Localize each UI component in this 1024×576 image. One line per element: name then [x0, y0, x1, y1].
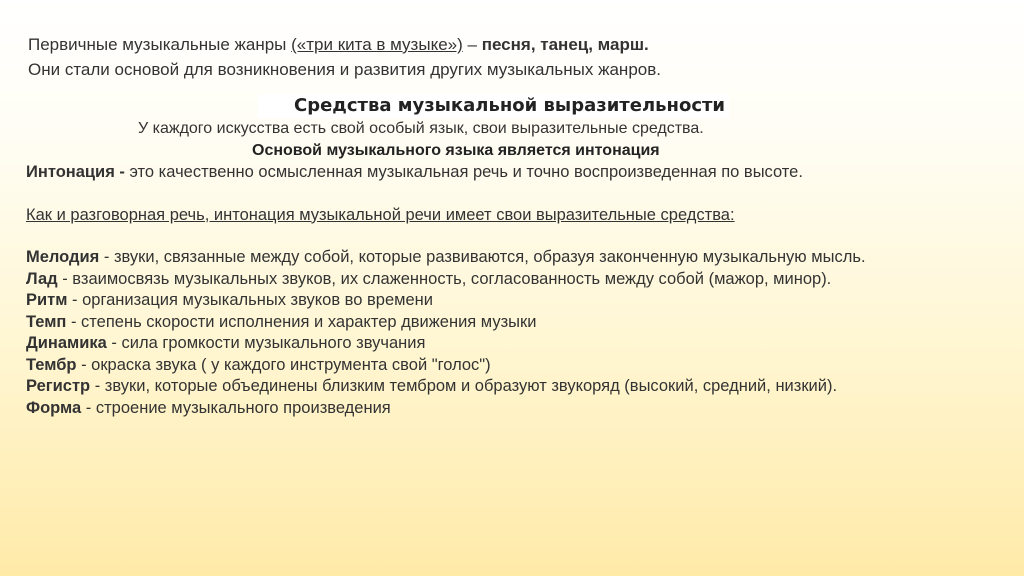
intro-line-1	[28, 34, 661, 56]
term-text: - сила громкости музыкального звучания	[106, 334, 426, 352]
term-name: Темп	[26, 312, 67, 331]
term-item	[26, 376, 956, 398]
intonation-text: это качественно осмысленная музыкальная речь и точно воспроизведенная по высоте.	[124, 163, 803, 181]
term-text: - звуки, которые объединены близким тембром и образуют звукоряд (высокий, средний, низкий).	[90, 377, 838, 395]
definitions-body	[26, 162, 956, 419]
term-text: - строение музыкального произведения	[81, 398, 391, 417]
means-heading: Как и разговорная речь, интонация музыкальной речи имеет свои выразительные средства:	[26, 205, 735, 224]
slide-heading: Средства музыкальной выразительности	[258, 94, 729, 118]
term-item	[26, 333, 956, 355]
term-name: Ритм	[26, 291, 68, 309]
term-name: Мелодия	[26, 248, 100, 266]
term-text: - организация музыкальных звуков во времени	[67, 291, 433, 309]
term-item	[26, 355, 956, 377]
intro-line-2: Они стали основой для возникновения и развития других музыкальных жанров.	[28, 60, 661, 79]
term-text: - звуки, связанные между собой, которые развиваются, образуя законченную музыкальную мысль.	[99, 248, 866, 266]
three-whales-link[interactable]: («три кита в музыке»)	[291, 35, 463, 54]
term-name: Форма	[26, 398, 82, 417]
term-name: Регистр	[26, 377, 91, 395]
intonation-term: Интонация -	[26, 163, 125, 181]
term-item	[26, 247, 956, 269]
term-item	[26, 312, 956, 334]
intro-genres: песня, танец, марш.	[481, 35, 649, 54]
basis-statement: Основой музыкального языка является интонация	[252, 142, 660, 159]
intro-prefix: Первичные музыкальные жанры	[28, 35, 292, 54]
intro-dash: –	[462, 35, 482, 54]
term-text: - степень скорости исполнения и характер движения музыки	[66, 312, 537, 331]
term-text: - окраска звука ( у каждого инструмента свой "голос")	[76, 355, 491, 374]
term-name: Тембр	[26, 355, 77, 374]
term-name: Динамика	[26, 334, 107, 352]
intonation-definition	[26, 162, 956, 184]
term-item	[26, 398, 956, 420]
term-item	[26, 290, 956, 312]
term-item	[26, 269, 956, 291]
intro-block	[28, 34, 661, 84]
subtitle: У каждого искусства есть свой особый язык, свои выразительные средства.	[138, 120, 704, 137]
term-text: - взаимосвязь музыкальных звуков, их слаженность, согласованность между собой (мажор, минор).	[57, 269, 832, 288]
term-name: Лад	[26, 269, 58, 288]
